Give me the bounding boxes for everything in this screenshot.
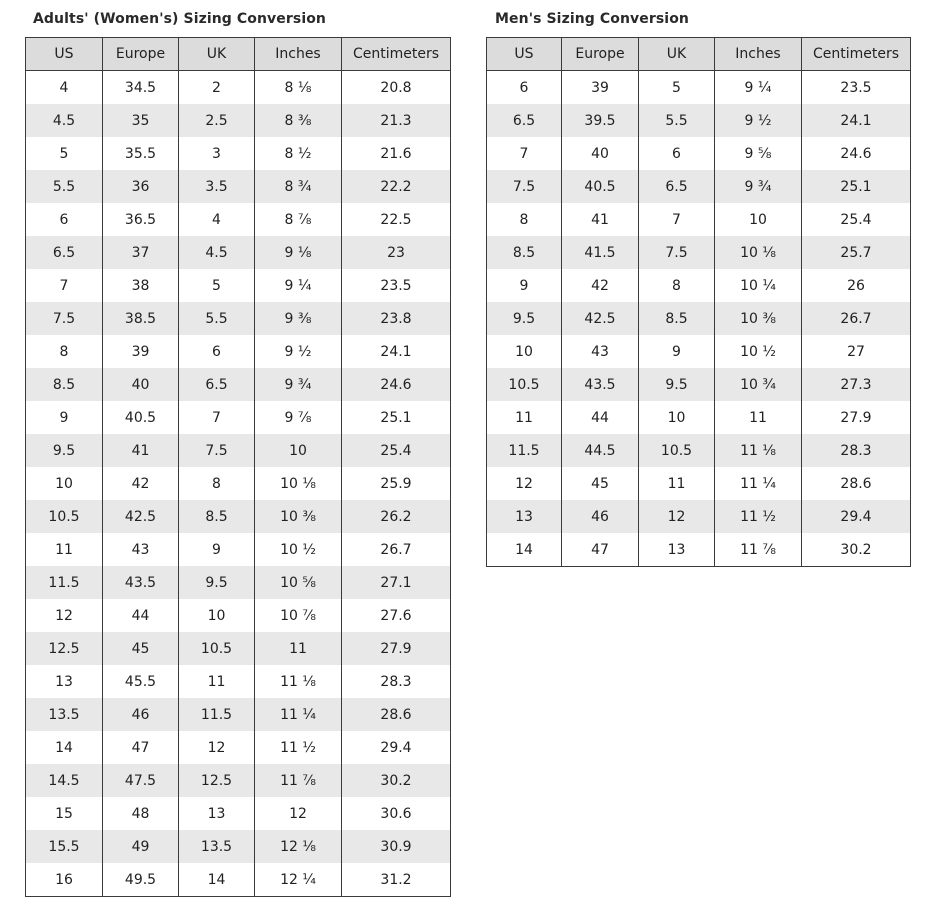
table-row (487, 401, 911, 434)
cell-uk: 12 (179, 731, 255, 764)
header-inches: Inches (715, 38, 802, 71)
cell-uk: 9 (179, 533, 255, 566)
cell-us: 7 (487, 137, 562, 170)
men-table-body (487, 71, 911, 567)
table-row (487, 104, 911, 137)
header-us: US (26, 38, 103, 71)
cell-europe: 40.5 (103, 401, 179, 434)
cell-uk: 3.5 (179, 170, 255, 203)
header-europe: Europe (562, 38, 639, 71)
women-sizing-table (25, 37, 451, 897)
cell-europe: 40 (562, 137, 639, 170)
cell-europe: 40 (103, 368, 179, 401)
cell-europe: 47 (562, 533, 639, 567)
table-row (487, 71, 911, 105)
cell-centimeters: 30.9 (342, 830, 451, 863)
cell-inches: 10 ⅜ (715, 302, 802, 335)
cell-us: 9.5 (26, 434, 103, 467)
cell-centimeters: 25.1 (802, 170, 911, 203)
cell-centimeters: 27.1 (342, 566, 451, 599)
cell-centimeters: 30.2 (802, 533, 911, 567)
cell-inches: 9 ¾ (255, 368, 342, 401)
header-europe: Europe (103, 38, 179, 71)
cell-inches: 8 ⅞ (255, 203, 342, 236)
cell-inches: 9 ⅞ (255, 401, 342, 434)
header-centimeters: Centimeters (802, 38, 911, 71)
table-row (26, 566, 451, 599)
cell-uk: 4.5 (179, 236, 255, 269)
cell-europe: 49.5 (103, 863, 179, 897)
cell-inches: 11 ⅛ (715, 434, 802, 467)
cell-inches: 10 ⅜ (255, 500, 342, 533)
cell-us: 5.5 (26, 170, 103, 203)
cell-us: 14 (487, 533, 562, 567)
cell-uk: 13 (639, 533, 715, 567)
cell-europe: 42 (562, 269, 639, 302)
cell-uk: 12.5 (179, 764, 255, 797)
cell-us: 6 (487, 71, 562, 105)
cell-inches: 10 ¾ (715, 368, 802, 401)
cell-uk: 11 (639, 467, 715, 500)
cell-centimeters: 25.9 (342, 467, 451, 500)
cell-uk: 7.5 (179, 434, 255, 467)
cell-centimeters: 22.5 (342, 203, 451, 236)
cell-europe: 34.5 (103, 71, 179, 105)
cell-uk: 9.5 (639, 368, 715, 401)
cell-uk: 5.5 (639, 104, 715, 137)
table-row (26, 71, 451, 105)
cell-us: 13 (487, 500, 562, 533)
table-row (26, 632, 451, 665)
cell-us: 9 (487, 269, 562, 302)
cell-inches: 10 (715, 203, 802, 236)
table-row (26, 401, 451, 434)
cell-us: 11.5 (26, 566, 103, 599)
cell-europe: 40.5 (562, 170, 639, 203)
cell-uk: 6 (639, 137, 715, 170)
cell-europe: 45 (103, 632, 179, 665)
table-row (487, 533, 911, 567)
table-row (26, 302, 451, 335)
cell-centimeters: 27.9 (342, 632, 451, 665)
table-row (487, 203, 911, 236)
cell-us: 12 (26, 599, 103, 632)
cell-uk: 10.5 (639, 434, 715, 467)
cell-us: 6.5 (26, 236, 103, 269)
table-row (26, 335, 451, 368)
cell-centimeters: 24.6 (802, 137, 911, 170)
cell-uk: 11 (179, 665, 255, 698)
table-row (487, 368, 911, 401)
cell-europe: 43 (562, 335, 639, 368)
cell-us: 7.5 (487, 170, 562, 203)
cell-inches: 9 ¼ (715, 71, 802, 105)
cell-europe: 42.5 (103, 500, 179, 533)
cell-inches: 10 ½ (255, 533, 342, 566)
cell-centimeters: 25.4 (342, 434, 451, 467)
cell-uk: 9 (639, 335, 715, 368)
cell-us: 13.5 (26, 698, 103, 731)
table-row (487, 500, 911, 533)
cell-uk: 10 (639, 401, 715, 434)
cell-us: 14 (26, 731, 103, 764)
cell-europe: 49 (103, 830, 179, 863)
cell-inches: 11 ¼ (715, 467, 802, 500)
cell-uk: 3 (179, 137, 255, 170)
cell-uk: 8 (639, 269, 715, 302)
header-uk: UK (179, 38, 255, 71)
cell-us: 10 (26, 467, 103, 500)
cell-inches: 8 ½ (255, 137, 342, 170)
cell-inches: 8 ¾ (255, 170, 342, 203)
cell-us: 10.5 (487, 368, 562, 401)
cell-centimeters: 21.3 (342, 104, 451, 137)
table-row (26, 698, 451, 731)
table-row (26, 500, 451, 533)
header-inches: Inches (255, 38, 342, 71)
cell-inches: 11 ⅞ (255, 764, 342, 797)
cell-europe: 36 (103, 170, 179, 203)
header-us: US (487, 38, 562, 71)
cell-centimeters: 27 (802, 335, 911, 368)
table-row (487, 467, 911, 500)
table-row (26, 533, 451, 566)
cell-uk: 8 (179, 467, 255, 500)
cell-uk: 7 (179, 401, 255, 434)
cell-us: 14.5 (26, 764, 103, 797)
table-row (26, 203, 451, 236)
men-table-title: Men's Sizing Conversion (495, 11, 689, 27)
cell-inches: 10 (255, 434, 342, 467)
cell-europe: 44 (103, 599, 179, 632)
cell-europe: 43.5 (562, 368, 639, 401)
cell-centimeters: 27.3 (802, 368, 911, 401)
table-row (26, 434, 451, 467)
cell-inches: 9 ⅝ (715, 137, 802, 170)
cell-europe: 45 (562, 467, 639, 500)
cell-uk: 7 (639, 203, 715, 236)
table-row (26, 863, 451, 897)
cell-europe: 41 (562, 203, 639, 236)
cell-centimeters: 23.5 (342, 269, 451, 302)
table-row (487, 137, 911, 170)
cell-inches: 11 ¼ (255, 698, 342, 731)
cell-europe: 37 (103, 236, 179, 269)
cell-uk: 5.5 (179, 302, 255, 335)
cell-uk: 8.5 (179, 500, 255, 533)
cell-inches: 11 ½ (255, 731, 342, 764)
cell-inches: 11 (715, 401, 802, 434)
cell-us: 10.5 (26, 500, 103, 533)
women-table-title: Adults' (Women's) Sizing Conversion (33, 11, 327, 27)
cell-centimeters: 29.4 (802, 500, 911, 533)
cell-centimeters: 26.2 (342, 500, 451, 533)
cell-us: 8 (26, 335, 103, 368)
cell-uk: 7.5 (639, 236, 715, 269)
cell-europe: 45.5 (103, 665, 179, 698)
cell-centimeters: 27.6 (342, 599, 451, 632)
cell-us: 9 (26, 401, 103, 434)
cell-uk: 6.5 (179, 368, 255, 401)
cell-centimeters: 24.1 (342, 335, 451, 368)
cell-europe: 43 (103, 533, 179, 566)
cell-uk: 2 (179, 71, 255, 105)
cell-uk: 13 (179, 797, 255, 830)
cell-inches: 12 ¼ (255, 863, 342, 897)
cell-inches: 8 ⅜ (255, 104, 342, 137)
cell-inches: 10 ½ (715, 335, 802, 368)
cell-inches: 10 ¼ (715, 269, 802, 302)
cell-inches: 10 ⅛ (715, 236, 802, 269)
cell-us: 11 (487, 401, 562, 434)
cell-centimeters: 30.6 (342, 797, 451, 830)
cell-uk: 9.5 (179, 566, 255, 599)
header-centimeters: Centimeters (342, 38, 451, 71)
table-row (26, 467, 451, 500)
cell-inches: 11 (255, 632, 342, 665)
cell-us: 11.5 (487, 434, 562, 467)
cell-centimeters: 22.2 (342, 170, 451, 203)
cell-us: 15.5 (26, 830, 103, 863)
cell-europe: 44 (562, 401, 639, 434)
cell-europe: 46 (103, 698, 179, 731)
cell-inches: 9 ⅛ (255, 236, 342, 269)
cell-centimeters: 28.6 (802, 467, 911, 500)
cell-us: 13 (26, 665, 103, 698)
table-row (26, 830, 451, 863)
cell-us: 15 (26, 797, 103, 830)
cell-centimeters: 31.2 (342, 863, 451, 897)
cell-europe: 44.5 (562, 434, 639, 467)
men-sizing-table (486, 37, 911, 567)
table-row (487, 236, 911, 269)
cell-inches: 8 ⅛ (255, 71, 342, 105)
table-header-row (487, 38, 911, 71)
cell-inches: 12 ⅛ (255, 830, 342, 863)
table-row (26, 764, 451, 797)
cell-centimeters: 25.7 (802, 236, 911, 269)
cell-uk: 11.5 (179, 698, 255, 731)
women-table-body (26, 71, 451, 897)
cell-centimeters: 28.3 (802, 434, 911, 467)
cell-uk: 2.5 (179, 104, 255, 137)
cell-europe: 41.5 (562, 236, 639, 269)
cell-centimeters: 25.1 (342, 401, 451, 434)
cell-inches: 10 ⅛ (255, 467, 342, 500)
cell-centimeters: 24.6 (342, 368, 451, 401)
cell-europe: 39 (103, 335, 179, 368)
cell-europe: 47.5 (103, 764, 179, 797)
cell-uk: 4 (179, 203, 255, 236)
table-row (487, 170, 911, 203)
header-uk: UK (639, 38, 715, 71)
cell-centimeters: 23.8 (342, 302, 451, 335)
cell-us: 12.5 (26, 632, 103, 665)
cell-europe: 42.5 (562, 302, 639, 335)
cell-centimeters: 24.1 (802, 104, 911, 137)
cell-us: 8.5 (487, 236, 562, 269)
cell-us: 7 (26, 269, 103, 302)
cell-us: 12 (487, 467, 562, 500)
table-row (487, 434, 911, 467)
cell-uk: 8.5 (639, 302, 715, 335)
cell-centimeters: 23 (342, 236, 451, 269)
cell-us: 9.5 (487, 302, 562, 335)
cell-europe: 48 (103, 797, 179, 830)
cell-uk: 12 (639, 500, 715, 533)
cell-inches: 11 ⅞ (715, 533, 802, 567)
cell-us: 8 (487, 203, 562, 236)
cell-centimeters: 25.4 (802, 203, 911, 236)
table-row (26, 368, 451, 401)
cell-centimeters: 21.6 (342, 137, 451, 170)
cell-centimeters: 28.3 (342, 665, 451, 698)
cell-centimeters: 27.9 (802, 401, 911, 434)
cell-uk: 10.5 (179, 632, 255, 665)
cell-us: 6 (26, 203, 103, 236)
cell-uk: 5 (639, 71, 715, 105)
cell-europe: 39 (562, 71, 639, 105)
cell-centimeters: 29.4 (342, 731, 451, 764)
table-row (487, 335, 911, 368)
cell-uk: 14 (179, 863, 255, 897)
cell-centimeters: 28.6 (342, 698, 451, 731)
cell-inches: 11 ⅛ (255, 665, 342, 698)
cell-inches: 9 ⅜ (255, 302, 342, 335)
cell-europe: 35.5 (103, 137, 179, 170)
cell-inches: 9 ½ (255, 335, 342, 368)
table-row (487, 302, 911, 335)
table-header-row (26, 38, 451, 71)
cell-europe: 41 (103, 434, 179, 467)
cell-uk: 10 (179, 599, 255, 632)
cell-centimeters: 20.8 (342, 71, 451, 105)
cell-us: 7.5 (26, 302, 103, 335)
cell-inches: 10 ⅞ (255, 599, 342, 632)
cell-us: 4.5 (26, 104, 103, 137)
cell-us: 8.5 (26, 368, 103, 401)
table-row (26, 170, 451, 203)
cell-europe: 47 (103, 731, 179, 764)
cell-inches: 11 ½ (715, 500, 802, 533)
cell-uk: 6 (179, 335, 255, 368)
cell-uk: 6.5 (639, 170, 715, 203)
cell-inches: 10 ⅝ (255, 566, 342, 599)
cell-europe: 43.5 (103, 566, 179, 599)
cell-inches: 12 (255, 797, 342, 830)
cell-centimeters: 30.2 (342, 764, 451, 797)
table-row (26, 104, 451, 137)
cell-us: 6.5 (487, 104, 562, 137)
cell-europe: 38 (103, 269, 179, 302)
cell-europe: 46 (562, 500, 639, 533)
cell-europe: 42 (103, 467, 179, 500)
cell-uk: 13.5 (179, 830, 255, 863)
cell-europe: 39.5 (562, 104, 639, 137)
cell-us: 4 (26, 71, 103, 105)
table-row (26, 137, 451, 170)
table-row (26, 665, 451, 698)
table-row (26, 797, 451, 830)
cell-us: 10 (487, 335, 562, 368)
cell-us: 16 (26, 863, 103, 897)
cell-inches: 9 ¼ (255, 269, 342, 302)
cell-inches: 9 ¾ (715, 170, 802, 203)
cell-uk: 5 (179, 269, 255, 302)
table-row (26, 599, 451, 632)
cell-us: 5 (26, 137, 103, 170)
table-row (26, 731, 451, 764)
cell-europe: 35 (103, 104, 179, 137)
cell-centimeters: 23.5 (802, 71, 911, 105)
cell-inches: 9 ½ (715, 104, 802, 137)
cell-europe: 36.5 (103, 203, 179, 236)
table-row (26, 236, 451, 269)
cell-centimeters: 26.7 (802, 302, 911, 335)
cell-europe: 38.5 (103, 302, 179, 335)
table-row (26, 269, 451, 302)
cell-us: 11 (26, 533, 103, 566)
cell-centimeters: 26.7 (342, 533, 451, 566)
cell-centimeters: 26 (802, 269, 911, 302)
table-row (487, 269, 911, 302)
